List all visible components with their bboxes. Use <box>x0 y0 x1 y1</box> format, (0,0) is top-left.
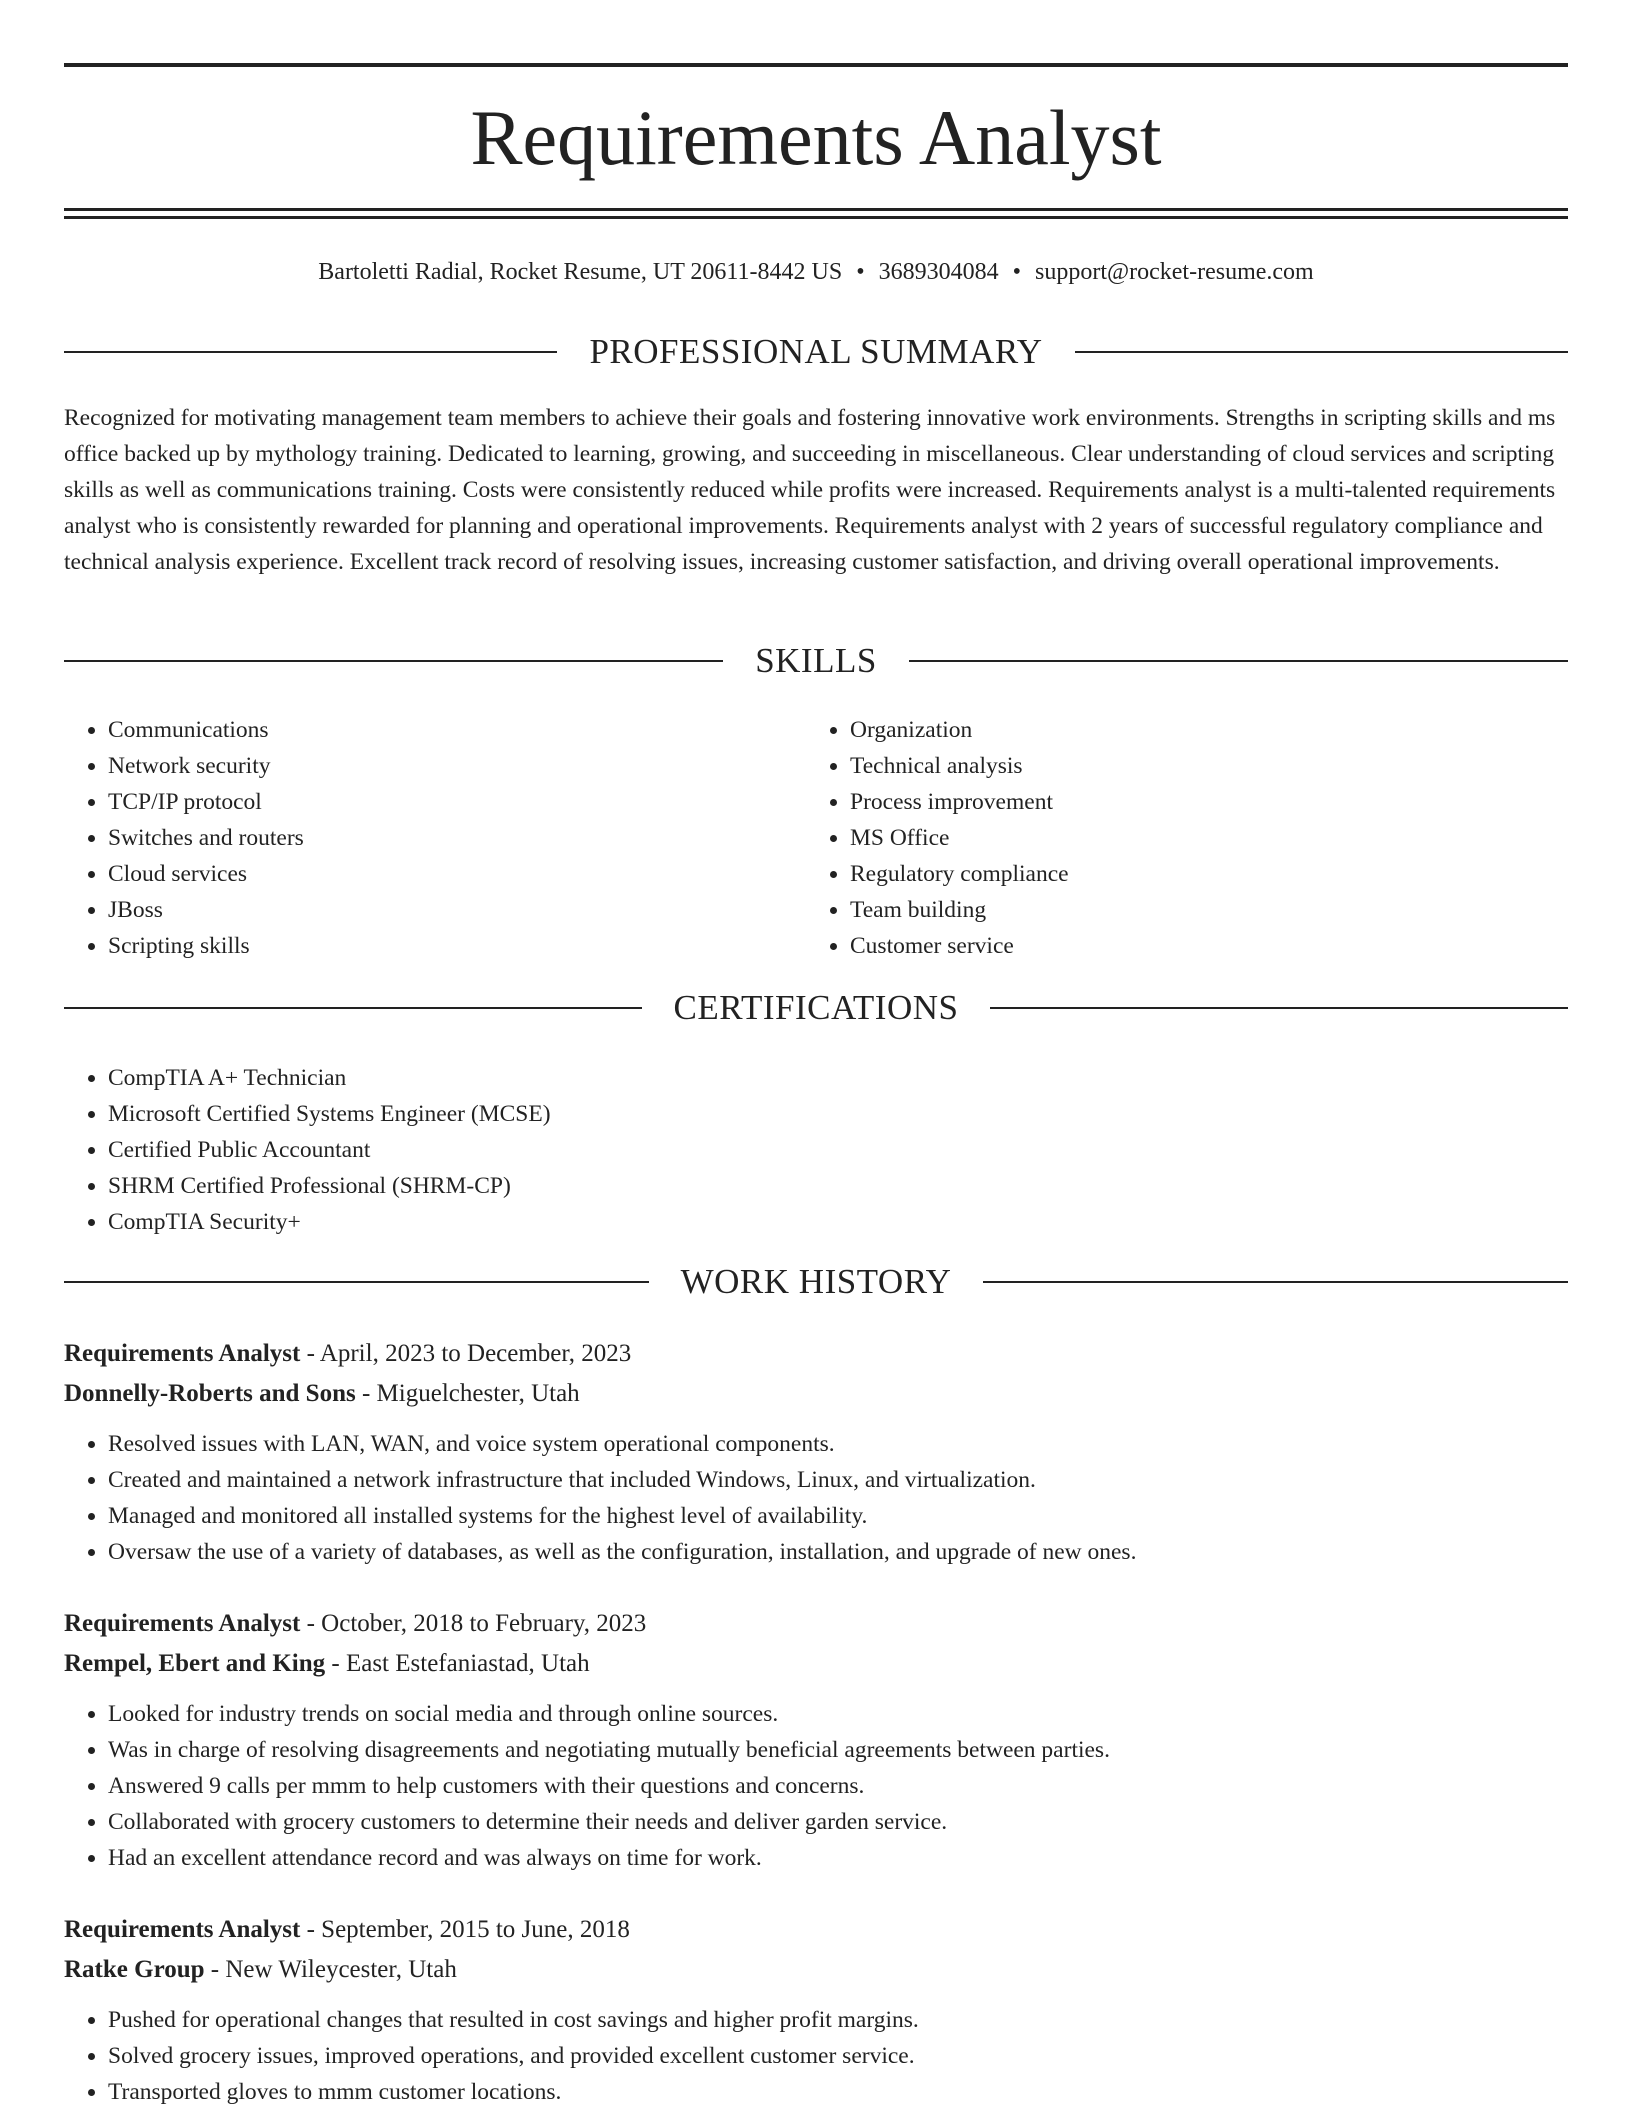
skill-item: • Customer service <box>850 928 1506 964</box>
contact-separator: • <box>856 259 865 285</box>
certification-item: • SHRM Certified Professional (SHRM-CP) <box>108 1168 1568 1204</box>
skill-item: • Process improvement <box>850 784 1506 820</box>
heading-rule-left <box>64 351 557 353</box>
job-company: Rempel, Ebert and King <box>64 1650 326 1677</box>
job-bullet: • Had an excellent attendance record and was always on time for work. <box>108 1840 1568 1876</box>
job-location: - East Estefaniastad, Utah <box>325 1650 590 1677</box>
job-role: Requirements Analyst <box>64 1916 301 1943</box>
job-entry <box>64 1604 1568 1876</box>
job-role: Requirements Analyst <box>64 1610 301 1637</box>
certification-item: • CompTIA Security+ <box>108 1204 1568 1240</box>
top-rule <box>64 63 1568 67</box>
skill-item: • Communications <box>108 712 764 748</box>
skill-item: • Cloud services <box>108 856 764 892</box>
contact-phone: 3689304084 <box>878 259 999 285</box>
work-history-title: WORK HISTORY <box>680 1262 952 1301</box>
job-dates: - September, 2015 to June, 2018 <box>300 1916 630 1943</box>
job-bullet: • Was in charge of resolving disagreements and negotiating mutually beneficial agreements between parties. <box>108 1732 1568 1768</box>
job-bullet: • Oversaw the use of a variety of databases, as well as the configuration, installation, and upgrade of new ones. <box>108 1534 1568 1570</box>
certification-item: • Certified Public Accountant <box>108 1132 1568 1168</box>
job-title-line <box>64 1604 1568 1644</box>
job-bullet: • Looked for industry trends on social media and through online sources. <box>108 1696 1568 1732</box>
certifications-title: CERTIFICATIONS <box>673 988 959 1027</box>
heading-rule-right <box>990 1007 1568 1009</box>
job-bullet: • Created and maintained a network infrastructure that included Windows, Linux, and virtualization. <box>108 1462 1568 1498</box>
heading-rule-right <box>909 660 1568 662</box>
job-company-line <box>64 1374 1568 1414</box>
header-rule-lower <box>64 216 1568 219</box>
summary-text: Recognized for motivating management team members to achieve their goals and fostering innovative work environments. Strengths in scripting skills and ms office backed up by mythology training. Dedicated to learning, growing, and succeeding in miscellaneous. Clear understanding of cloud services and scripting skills as well as communications training. Costs were consistently reduced while profits were increased. Requirements analyst is a multi-talented requirements analyst who is consistently rewarded for planning and operational improvements. Requirements analyst with 2 years of successful regulatory compliance and technical analysis experience. Excellent track record of resolving issues, increasing customer satisfaction, and driving overall operational improvements. <box>64 405 1556 575</box>
job-entry <box>64 1334 1568 1570</box>
contact-separator: • <box>1012 259 1022 285</box>
certification-item: • Microsoft Certified Systems Engineer (MCSE) <box>108 1096 1568 1132</box>
job-dates: - April, 2023 to December, 2023 <box>300 1340 632 1367</box>
certifications-heading <box>64 986 1568 1030</box>
heading-rule-left <box>64 1007 642 1009</box>
skill-item: • TCP/IP protocol <box>108 784 764 820</box>
skill-item: • Regulatory compliance <box>850 856 1506 892</box>
job-bullet: • Resolved issues with LAN, WAN, and voice system operational components. <box>108 1426 1568 1462</box>
job-bullet: • Pushed for operational changes that resulted in cost savings and higher profit margins. <box>108 2002 1568 2038</box>
contact-address: Bartoletti Radial, Rocket Resume, UT 20611-8442 US <box>318 259 843 285</box>
heading-rule-right <box>1075 351 1568 353</box>
job-location: - New Wileycester, Utah <box>204 1956 457 1983</box>
job-company-line <box>64 1644 1568 1684</box>
job-company: Ratke Group <box>64 1956 205 1983</box>
summary-title: PROFESSIONAL SUMMARY <box>589 332 1043 371</box>
certification-item: • CompTIA A+ Technician <box>108 1060 1568 1096</box>
job-role: Requirements Analyst <box>64 1340 301 1367</box>
job-company: Donnelly-Roberts and Sons <box>64 1380 356 1407</box>
skill-item: • Scripting skills <box>108 928 764 964</box>
contact-line <box>64 254 1568 290</box>
skill-item: • Network security <box>108 748 764 784</box>
skill-item: • Technical analysis <box>850 748 1506 784</box>
skill-item: • Switches and routers <box>108 820 764 856</box>
heading-rule-left <box>64 660 723 662</box>
job-title-line <box>64 1910 1568 1950</box>
skill-item: • Team building <box>850 892 1506 928</box>
skills-column-left <box>64 712 764 964</box>
job-bullet: • Collaborated with grocery customers to determine their needs and deliver garden service. <box>108 1804 1568 1840</box>
skill-item: • MS Office <box>850 820 1506 856</box>
job-bullet: • Managed and monitored all installed systems for the highest level of availability. <box>108 1498 1568 1534</box>
contact-email: support@rocket-resume.com <box>1035 259 1314 285</box>
job-dates: - October, 2018 to February, 2023 <box>300 1610 647 1637</box>
summary-heading <box>64 330 1568 374</box>
job-entry <box>64 1910 1568 2110</box>
job-company-line <box>64 1950 1568 1990</box>
job-bullet: • Transported gloves to mmm customer locations. <box>108 2074 1568 2110</box>
certifications-list <box>64 1060 1568 1240</box>
job-bullet: • Answered 9 calls per mmm to help customers with their questions and concerns. <box>108 1768 1568 1804</box>
header-rule-upper <box>64 208 1568 211</box>
job-bullet: • Solved grocery issues, improved operations, and provided excellent customer service. <box>108 2038 1568 2074</box>
skill-item: • JBoss <box>108 892 764 928</box>
skills-title: SKILLS <box>755 641 877 680</box>
candidate-name: Requirements Analyst <box>470 94 1162 181</box>
heading-rule-right <box>983 1281 1568 1283</box>
work-history-heading <box>64 1260 1568 1304</box>
skill-item: • Organization <box>850 712 1506 748</box>
skills-heading <box>64 639 1568 683</box>
job-location: - Miguelchester, Utah <box>355 1380 580 1407</box>
job-title-line <box>64 1334 1568 1374</box>
skills-column-right <box>806 712 1506 964</box>
heading-rule-left <box>64 1281 649 1283</box>
